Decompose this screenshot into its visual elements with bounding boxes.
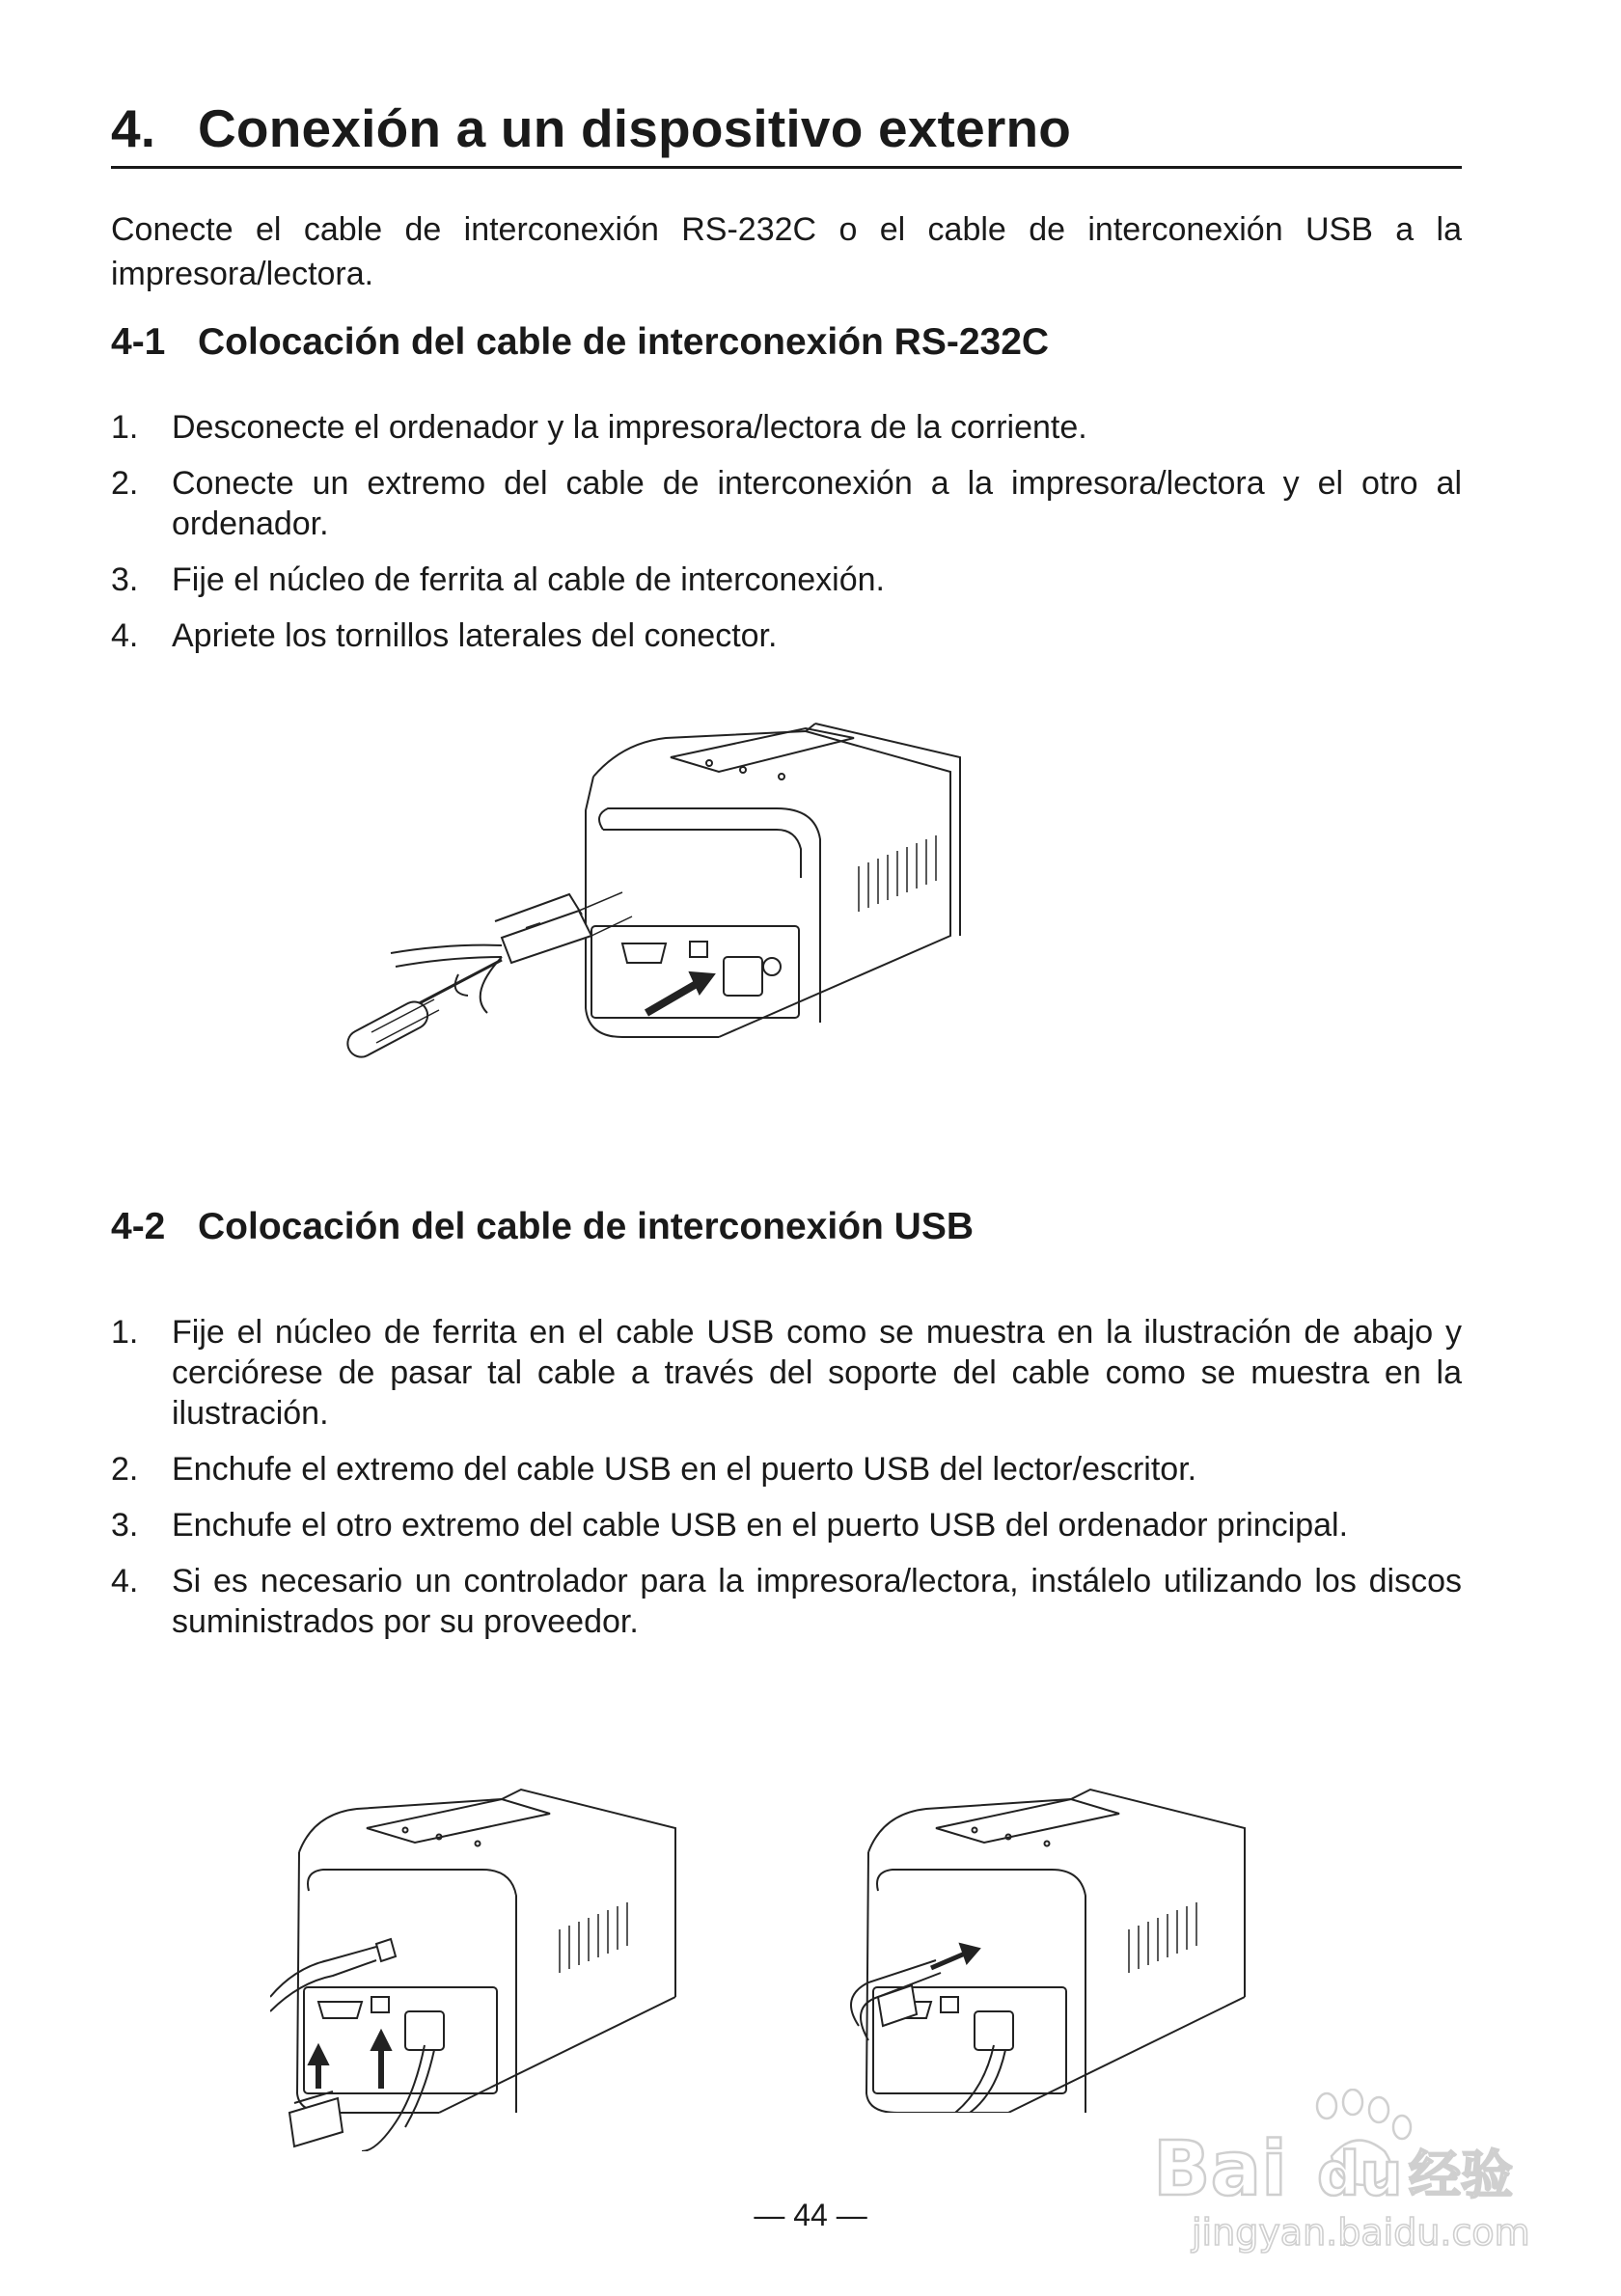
subsection-heading-usb: [111, 1203, 974, 1251]
section-number: 4.: [111, 98, 156, 158]
section-heading: [111, 96, 1462, 169]
section-intro: Conecte el cable de interconexión RS-232C o el cable de interconexión USB a la impresora/lectora.: [111, 211, 1462, 292]
svg-text:经验: 经验: [1409, 2145, 1513, 2205]
list-item: 2. Enchufe el extremo del cable USB en el puerto USB del lector/escritor.: [111, 1451, 1197, 1488]
subsection-title: Colocación del cable de interconexión USB: [198, 1206, 975, 1247]
subsection-title: Colocación del cable de interconexión RS-232C: [198, 321, 1050, 363]
list-item: 4. Apriete los tornillos laterales del conector.: [111, 617, 778, 654]
usb-steps: [111, 1312, 1462, 1657]
baidu-watermark-logo: [1153, 2089, 1539, 2257]
list-item: 1. Desconecte el ordenador y la impresora/lectora de la corriente.: [111, 409, 1087, 446]
subsection-number: 4-1: [111, 321, 166, 363]
section-title: Conexión a un dispositivo externo: [198, 98, 1072, 158]
list-item: 3. Enchufe el otro extremo del cable USB en el puerto USB del ordenador principal.: [111, 1507, 1349, 1544]
list-item: 1. Fije el núcleo de ferrita en el cable USB como se muestra en la ilustración de abajo y cerciórese de pasar tal cable a través del soporte del cable como se muestra en la ilustración.: [111, 1314, 1462, 1432]
usb-connected-illustration: [839, 1708, 1264, 2113]
svg-text:du: du: [1317, 2139, 1403, 2209]
usb-ferrite-illustration: [270, 1708, 704, 2151]
svg-text:jingyan.baidu.com: jingyan.baidu.com: [1192, 2211, 1530, 2254]
svg-text:Bai: Bai: [1153, 2126, 1287, 2213]
page-number: — 44 —: [754, 2198, 867, 2232]
rs232c-connection-illustration: [333, 704, 989, 1167]
subsection-heading-rs232c: [111, 318, 1049, 367]
list-item: 4. Si es necesario un controlador para la impresora/lectora, instálelo utilizando los discos suministrados por su proveedor.: [111, 1563, 1462, 1640]
list-item: 2. Conecte un extremo del cable de interconexión a la impresora/lectora y el otro al ordenador.: [111, 465, 1462, 542]
subsection-number: 4-2: [111, 1206, 166, 1247]
rs232c-steps: [111, 407, 1462, 671]
list-item: 3. Fije el núcleo de ferrita al cable de interconexión.: [111, 561, 885, 598]
